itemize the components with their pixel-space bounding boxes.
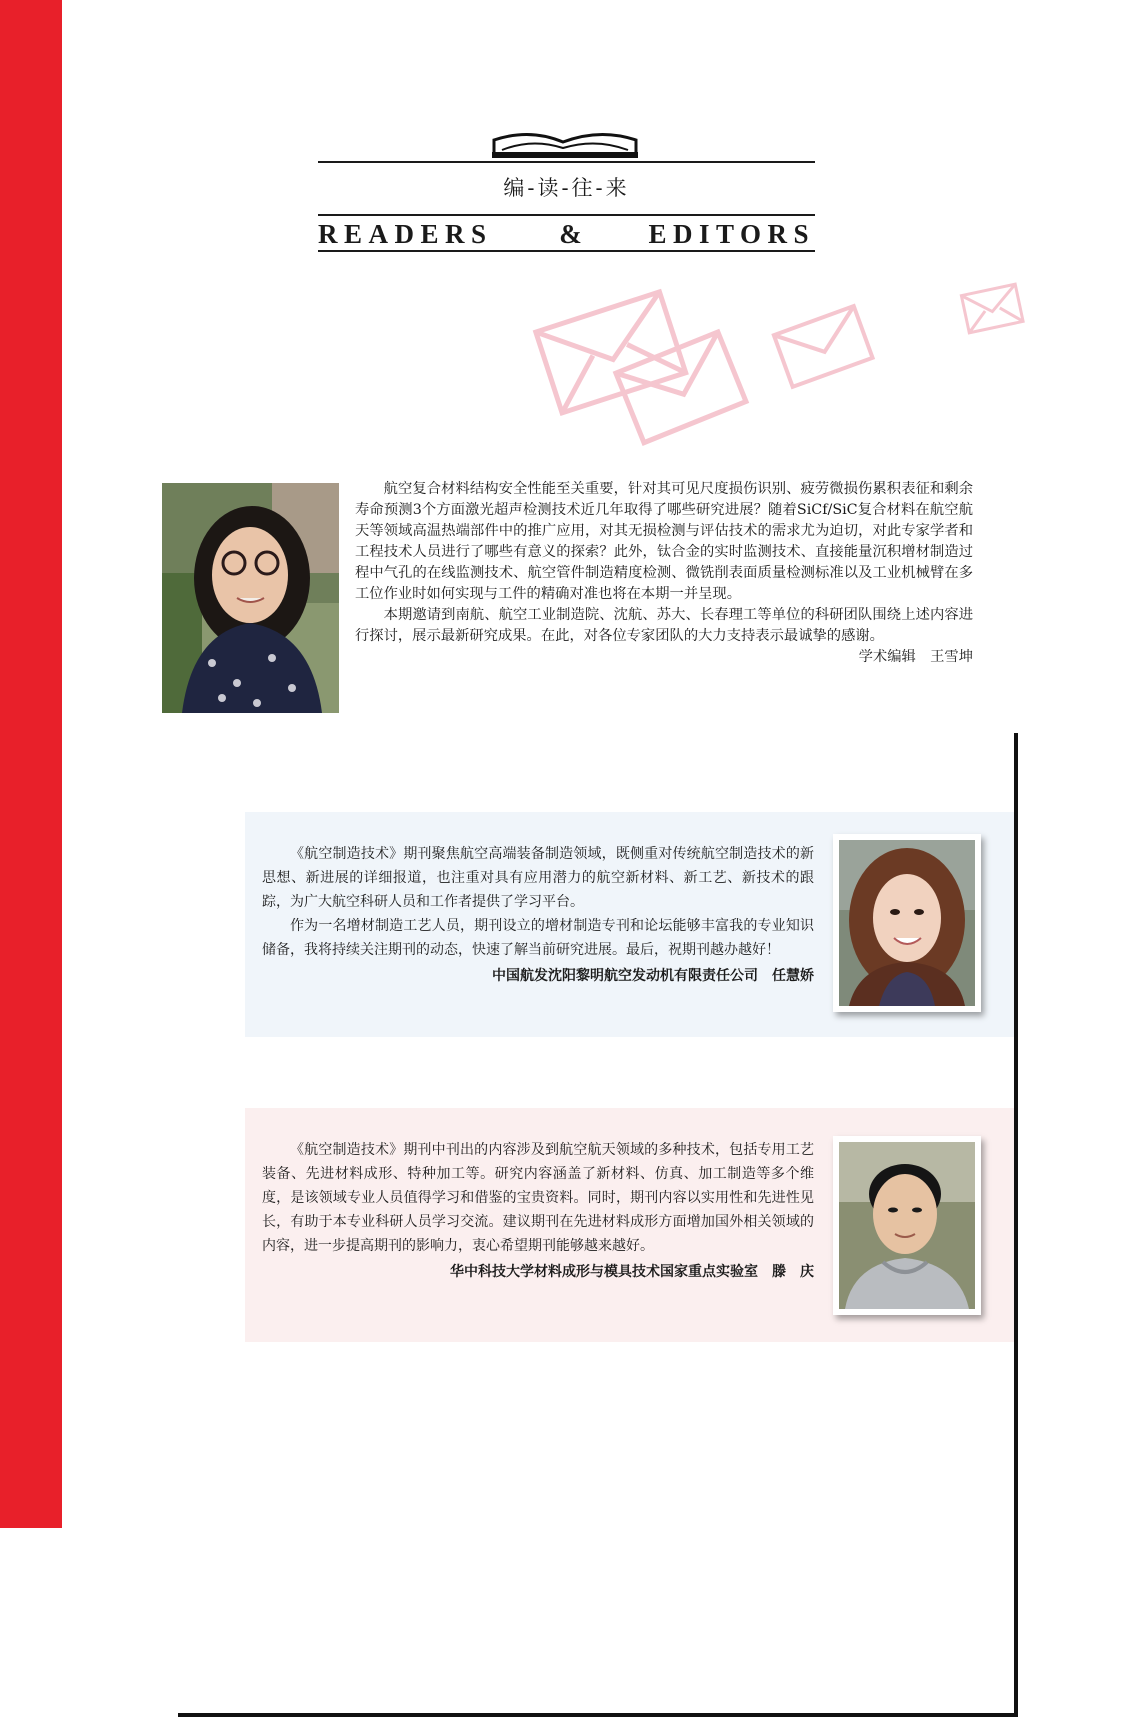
title-word-readers: READERS xyxy=(318,218,493,249)
section-title-en xyxy=(318,218,815,250)
header-rule-bottom xyxy=(318,250,815,252)
reader-portrait xyxy=(833,1136,981,1315)
editor-paragraph: 本期邀请到南航、航空工业制造院、沈航、苏大、长春理工等单位的科研团队围绕上述内容进行探讨，展示最新研究成果。在此，对各位专家团队的大力支持表示最诚挚的感谢。 xyxy=(355,607,973,644)
reader-paragraph: 《航空制造技术》期刊聚焦航空高端装备制造领域，既侧重对传统航空制造技术的新思想、新进展的详细报道，也注重对具有应用潜力的航空新材料、新工艺、新技术的跟踪，为广大航空科研人员和工作者提供了学习平台。 xyxy=(262,846,814,910)
envelope-icon xyxy=(774,306,873,387)
reader-paragraph: 《航空制造技术》期刊中刊出的内容涉及到航空航天领域的多种技术，包括专用工艺装备、先进材料成形、特种加工等。研究内容涵盖了新材料、仿真、加工制造等多个维度，是该领域专业人员值得学习和借鉴的宝贵资料。同时，期刊内容以实用性和先进性见长，有助于本专业科研人员学习交流。建议期刊在先进材料成形方面增加国外相关领域的内容，进一步提高期刊的影响力，衷心希望期刊能够越来越好。 xyxy=(262,1142,814,1254)
reader-paragraph: 作为一名增材制造工艺人员，期刊设立的增材制造专刊和论坛能够丰富我的专业知识储备，我将持续关注期刊的动态，快速了解当前研究进展。最后，祝期刊越办越好！ xyxy=(262,918,814,958)
envelopes-decoration xyxy=(530,280,1030,450)
reader-signature: 中国航发沈阳黎明航空发动机有限责任公司 任慧娇 xyxy=(492,968,814,984)
reader-portrait xyxy=(833,834,981,1012)
editor-note xyxy=(355,479,973,668)
editor-paragraph: 航空复合材料结构安全性能至关重要，针对其可见尺度损伤识别、疲劳微损伤累积表征和剩余寿命预测3个方面激光超声检测技术近几年取得了哪些研究进展？随着SiCf/SiC复合材料在航空航天等领域高温热端部件中的推广应用，对其无损检测与评估技术的需求尤为迫切，对此专家学者和工程技术人员进行了哪些有意义的探索？此外，钛合金的实时监测技术、直接能量沉积增材制造过程中气孔的在线监测技术、航空管件制造精度检测、微铣削表面质量检测标准以及工业机械臂在多工位作业时如何实现与工件的精确对准也将在本期一并呈现。 xyxy=(355,481,973,602)
envelope-icon xyxy=(961,284,1023,333)
reader-letter-text xyxy=(262,1138,814,1284)
header-rule-middle xyxy=(318,214,815,216)
editor-signature: 学术编辑 王雪坤 xyxy=(858,649,973,665)
title-word-editors: EDITORS xyxy=(648,218,815,249)
title-ampersand: & xyxy=(559,218,582,249)
section-title-cn: 编-读-往-来 xyxy=(503,176,630,200)
left-red-bar xyxy=(0,0,62,1528)
reader-signature: 华中科技大学材料成形与模具技术国家重点实验室 滕 庆 xyxy=(450,1264,814,1280)
frame-right-border xyxy=(1014,733,1018,1717)
frame-bottom-border xyxy=(178,1713,1018,1717)
editor-portrait xyxy=(162,483,339,713)
header-rule-top xyxy=(318,161,815,163)
open-book-icon xyxy=(490,126,640,160)
reader-letter-text xyxy=(262,842,814,988)
